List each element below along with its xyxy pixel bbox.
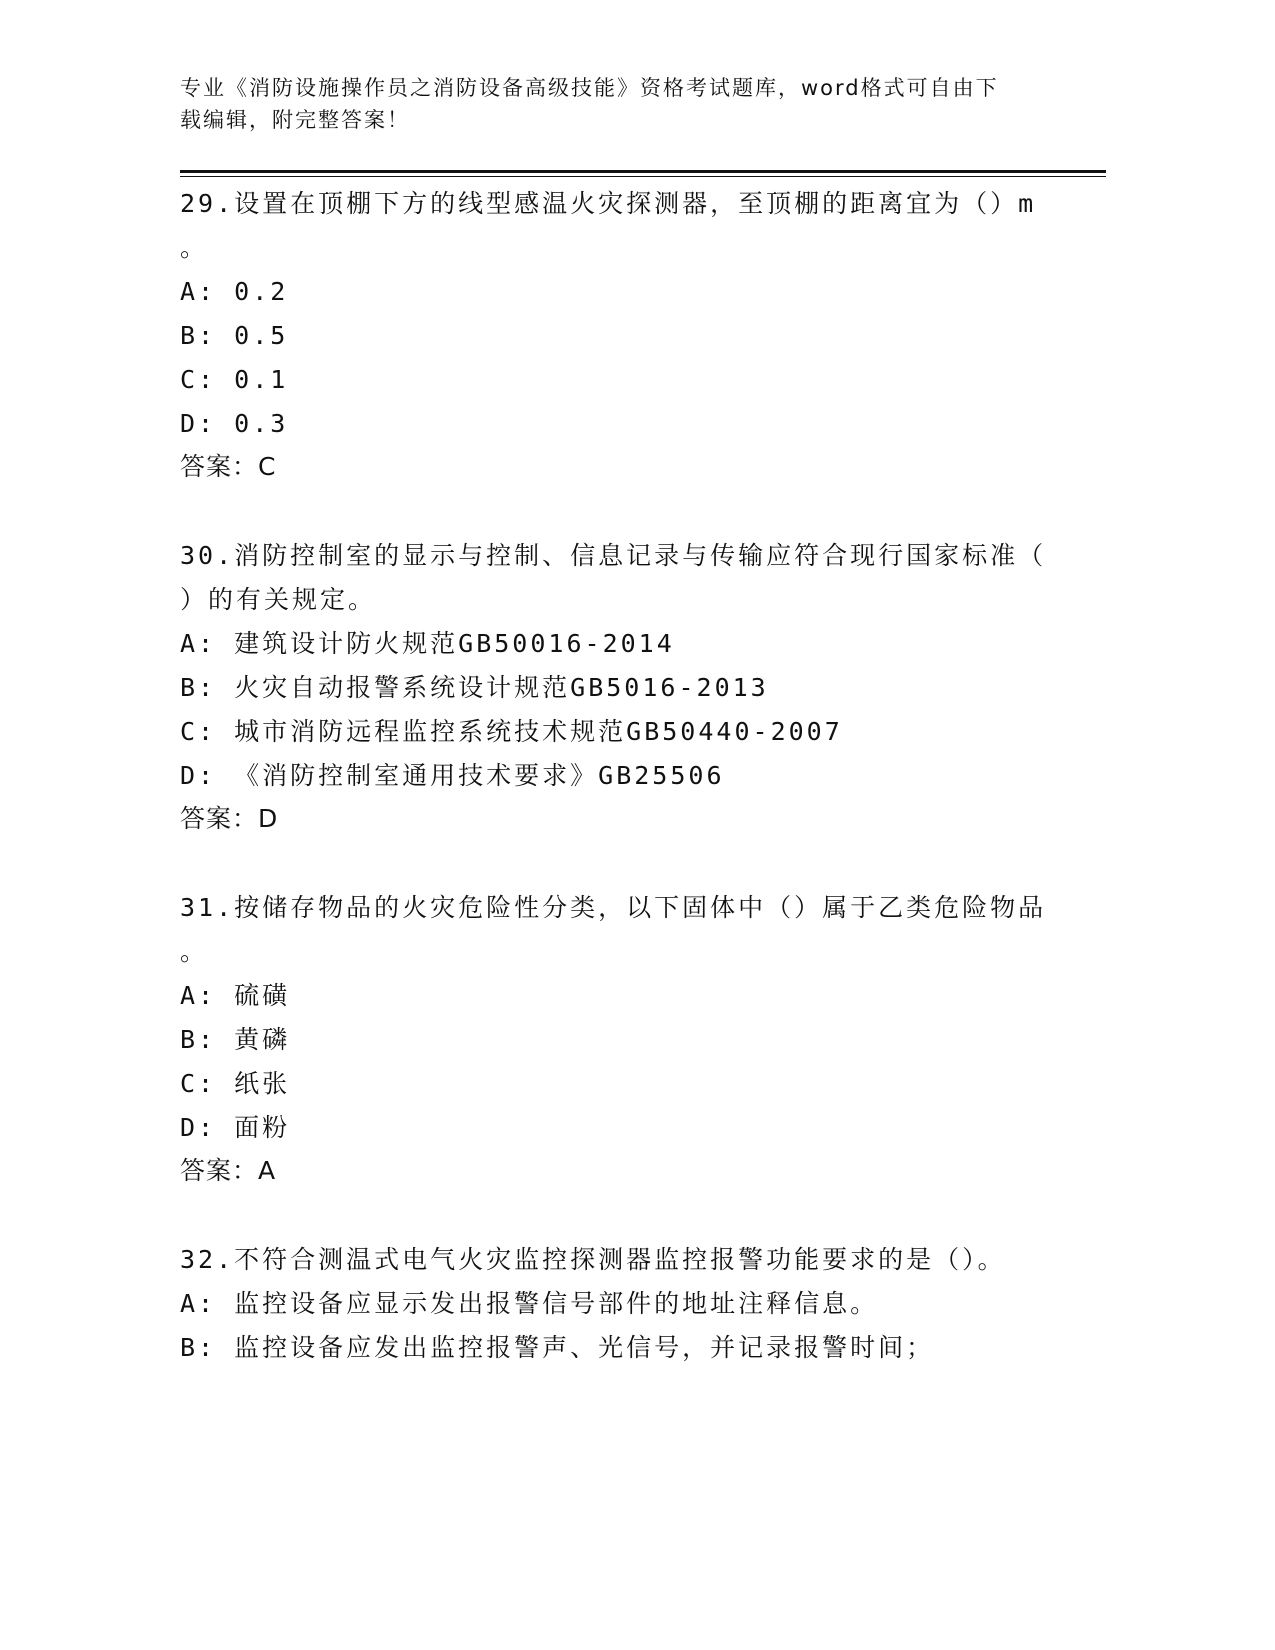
- header-line-2: 载编辑，附完整答案！: [180, 108, 410, 132]
- document-header: [180, 72, 1040, 136]
- option-b: B: 监控设备应发出监控报警声、光信号，并记录报警时间；: [180, 1333, 935, 1362]
- question-32: [180, 1238, 1060, 1370]
- question-text-continued: 。: [180, 233, 209, 262]
- question-list: [180, 182, 1060, 1370]
- answer: 答案：D: [180, 804, 279, 833]
- question-31: [180, 886, 1060, 1192]
- question-text: 29.设置在顶棚下方的线型感温火灾探测器，至顶棚的距离宜为（）m: [180, 189, 1037, 218]
- header-divider-thick: [180, 170, 1106, 173]
- question-text-continued: ）的有关规定。: [180, 585, 377, 614]
- question-29: [180, 182, 1060, 488]
- question-30: [180, 534, 1060, 840]
- option-c: C: 城市消防远程监控系统技术规范GB50440-2007: [180, 717, 843, 746]
- header-line-1: 专业《消防设施操作员之消防设备高级技能》资格考试题库，word格式可自由下: [180, 76, 999, 100]
- option-c: C: 0.1: [180, 365, 289, 394]
- question-text: 31.按储存物品的火灾危险性分类，以下固体中（）属于乙类危险物品: [180, 893, 1047, 922]
- option-b: B: 黄磷: [180, 1025, 291, 1054]
- option-d: D: 0.3: [180, 409, 289, 438]
- option-a: A: 监控设备应显示发出报警信号部件的地址注释信息。: [180, 1289, 879, 1318]
- option-a: A: 硫磺: [180, 981, 291, 1010]
- option-b: B: 0.5: [180, 321, 289, 350]
- option-c: C: 纸张: [180, 1069, 291, 1098]
- answer: 答案：A: [180, 1156, 277, 1185]
- question-text: 32.不符合测温式电气火灾监控探测器监控报警功能要求的是（）。: [180, 1245, 1006, 1274]
- option-b: B: 火灾自动报警系统设计规范GB5016-2013: [180, 673, 769, 702]
- question-text: 30.消防控制室的显示与控制、信息记录与传输应符合现行国家标准（: [180, 541, 1047, 570]
- question-text-continued: 。: [180, 937, 209, 966]
- option-a: A: 0.2: [180, 277, 289, 306]
- option-d: D: 《消防控制室通用技术要求》GB25506: [180, 761, 725, 790]
- option-d: D: 面粉: [180, 1113, 291, 1142]
- option-a: A: 建筑设计防火规范GB50016-2014: [180, 629, 675, 658]
- answer: 答案：C: [180, 452, 277, 481]
- header-divider-thin: [180, 176, 1106, 177]
